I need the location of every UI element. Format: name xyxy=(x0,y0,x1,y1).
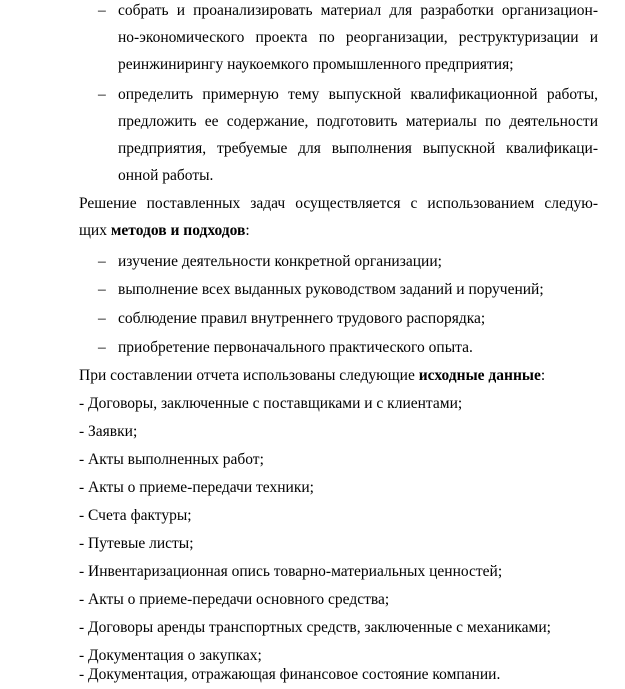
list-item: - Договоры аренды транспортных средств, заключенные с механиками; xyxy=(79,619,551,636)
paragraph-text: При составлении отчета использованы следующие xyxy=(79,367,419,384)
list-dash: – xyxy=(98,310,106,327)
list-item-line: предложить ее содержание, подготовить материалы по деятельности xyxy=(118,113,598,130)
list-item-line: предприятия, требуемые для выполнения выпускной квалификаци- xyxy=(118,140,598,157)
list-dash: – xyxy=(98,86,106,103)
list-item: - Акты выполненных работ; xyxy=(79,451,264,468)
list-item: выполнение всех выданных руководством заданий и поручений; xyxy=(118,281,544,298)
list-item-line: но-экономического проекта по реорганизации, реструктуризации и xyxy=(118,29,598,46)
paragraph-text: : xyxy=(540,367,546,384)
list-item: - Заявки; xyxy=(79,423,138,440)
list-item: изучение деятельности конкретной организации; xyxy=(118,253,442,270)
list-dash: – xyxy=(98,281,106,298)
list-item: - Документация о закупках; xyxy=(79,647,262,664)
list-item: - Путевые листы; xyxy=(79,535,194,552)
list-item: - Акты о приеме-передачи основного средства; xyxy=(79,591,390,608)
bold-term: методов и подходов xyxy=(110,222,246,239)
list-item-line: реинжинирингу наукоемкого промышленного предприятия; xyxy=(118,56,514,73)
paragraph-text: : xyxy=(245,222,250,239)
paragraph-line xyxy=(79,217,250,245)
list-item: - Документация, отражающая финансовое состояние компании. xyxy=(79,666,501,683)
paragraph-line: Решение поставленных задач осуществляется с использованием следую- xyxy=(79,195,598,212)
bold-term: исходные данные xyxy=(418,367,541,384)
list-item: - Инвентаризационная опись товарно-материальных ценностей; xyxy=(79,563,503,580)
list-item-line: определить примерную тему выпускной квалификационной работы, xyxy=(118,86,598,103)
list-item: - Счета фактуры; xyxy=(79,507,192,524)
list-dash: – xyxy=(98,253,106,270)
list-item: - Договоры, заключенные с поставщиками и с клиентами; xyxy=(79,395,463,412)
list-item-line: собрать и проанализировать материал для разработки организацион- xyxy=(118,2,598,19)
list-item-line: онной работы. xyxy=(118,167,214,184)
list-dash: – xyxy=(98,339,106,356)
list-dash: – xyxy=(98,2,106,19)
source-data-intro xyxy=(79,362,545,390)
list-item: - Акты о приеме-передачи техники; xyxy=(79,479,314,496)
paragraph-text: щих xyxy=(79,222,111,239)
list-item: соблюдение правил внутреннего трудового распорядка; xyxy=(118,310,486,327)
list-item: приобретение первоначального практического опыта. xyxy=(118,339,473,356)
